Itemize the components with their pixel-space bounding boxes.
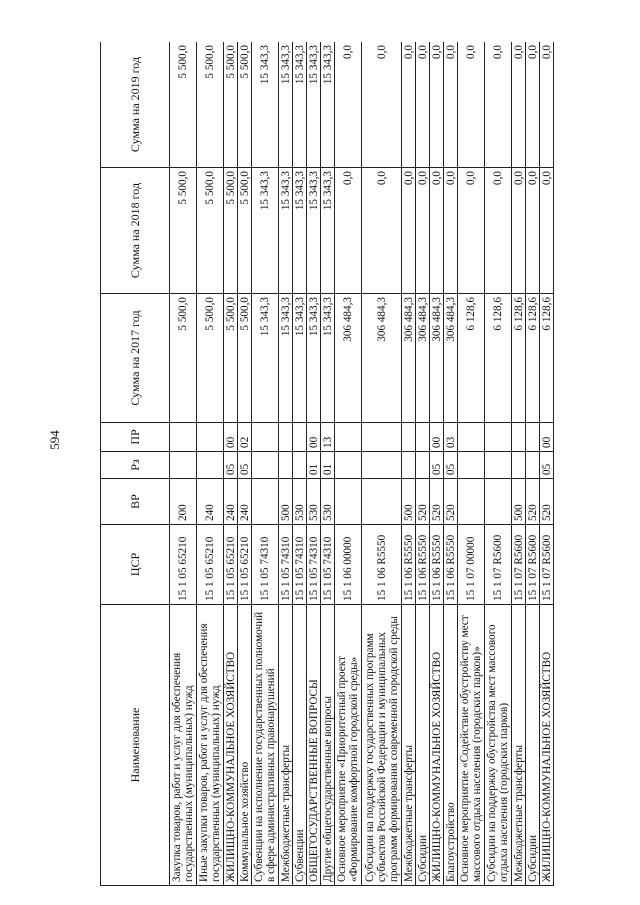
cell-sum-2017: 5 500,0 (197, 294, 224, 423)
cell-vr: 530 (321, 479, 335, 525)
cell-vr: 240 (224, 479, 238, 525)
cell-pr (197, 423, 224, 452)
table-row (252, 42, 279, 886)
cell-sum-2019: 0,0 (416, 42, 430, 168)
budget-table-frame (100, 42, 600, 886)
cell-csr: 15 1 05 74310 (321, 525, 335, 605)
cell-name: Благоустройство (444, 605, 458, 886)
cell-sum-2018: 0,0 (458, 168, 485, 294)
cell-csr: 15 1 06 00000 (335, 525, 362, 605)
cell-pr (485, 423, 512, 452)
cell-sum-2018: 0,0 (416, 168, 430, 294)
cell-vr: 240 (197, 479, 224, 525)
cell-sum-2017: 6 128,6 (485, 294, 512, 423)
table-row (458, 42, 485, 886)
cell-sum-2018: 15 343,3 (279, 168, 293, 294)
cell-vr: 240 (238, 479, 252, 525)
table-row (362, 42, 402, 886)
header-sum-2019: Сумма на 2019 год (101, 42, 170, 168)
cell-rz (526, 452, 540, 479)
cell-name: Основное мероприятие «Содействие обустройству мест массового отдыха населения (городских парков)» (458, 605, 485, 886)
cell-sum-2019: 15 343,3 (307, 42, 321, 168)
cell-vr: 500 (402, 479, 416, 525)
cell-sum-2019: 5 500,0 (197, 42, 224, 168)
cell-csr: 15 1 05 65210 (238, 525, 252, 605)
cell-sum-2019: 5 500,0 (170, 42, 197, 168)
cell-sum-2019: 15 343,3 (321, 42, 335, 168)
table-row (170, 42, 197, 886)
cell-sum-2017: 6 128,6 (540, 294, 554, 423)
table-row (526, 42, 540, 886)
cell-pr (279, 423, 293, 452)
cell-sum-2017: 306 484,3 (402, 294, 416, 423)
cell-sum-2019: 0,0 (540, 42, 554, 168)
cell-vr: 530 (307, 479, 321, 525)
cell-csr: 15 1 07 R5600 (540, 525, 554, 605)
cell-sum-2018: 5 500,0 (224, 168, 238, 294)
cell-vr: 500 (512, 479, 526, 525)
cell-vr: 520 (526, 479, 540, 525)
cell-sum-2019: 0,0 (485, 42, 512, 168)
cell-name: Основное мероприятие «Приоритетный проект «Формирование комфортной городской среды» (335, 605, 362, 886)
cell-rz (197, 452, 224, 479)
cell-vr: 520 (416, 479, 430, 525)
header-pr: ПР (101, 423, 170, 452)
table-row (512, 42, 526, 886)
cell-csr: 15 1 07 00000 (458, 525, 485, 605)
cell-sum-2019: 15 343,3 (252, 42, 279, 168)
cell-sum-2018: 0,0 (540, 168, 554, 294)
cell-name: Субвенции (293, 605, 307, 886)
table-row (416, 42, 430, 886)
budget-table-rotated (100, 42, 600, 886)
cell-rz: 05 (238, 452, 252, 479)
cell-csr: 15 1 06 R5550 (416, 525, 430, 605)
table-row (335, 42, 362, 886)
cell-rz: 05 (430, 452, 444, 479)
cell-pr: 00 (307, 423, 321, 452)
cell-sum-2019: 5 500,0 (224, 42, 238, 168)
table-row (540, 42, 554, 886)
cell-sum-2017: 6 128,6 (512, 294, 526, 423)
cell-name: Субвенции на исполнение государственных полномочий в сфере административных правонарушений (252, 605, 279, 886)
cell-pr (170, 423, 197, 452)
cell-rz (293, 452, 307, 479)
cell-vr (485, 479, 512, 525)
cell-sum-2019: 15 343,3 (279, 42, 293, 168)
cell-sum-2017: 6 128,6 (526, 294, 540, 423)
cell-sum-2018: 0,0 (430, 168, 444, 294)
cell-sum-2018: 0,0 (402, 168, 416, 294)
cell-rz (485, 452, 512, 479)
cell-csr: 15 1 06 R5550 (444, 525, 458, 605)
cell-vr: 520 (540, 479, 554, 525)
cell-vr: 520 (430, 479, 444, 525)
cell-sum-2018: 15 343,3 (293, 168, 307, 294)
cell-name: ЖИЛИЩНО-КОММУНАЛЬНОЕ ХОЗЯЙСТВО (224, 605, 238, 886)
cell-name: ЖИЛИЩНО-КОММУНАЛЬНОЕ ХОЗЯЙСТВО (430, 605, 444, 886)
cell-csr: 15 1 05 65210 (197, 525, 224, 605)
cell-name: Коммунальное хозяйство (238, 605, 252, 886)
table-row (293, 42, 307, 886)
cell-pr: 00 (224, 423, 238, 452)
cell-rz: 01 (321, 452, 335, 479)
cell-sum-2018: 0,0 (512, 168, 526, 294)
cell-rz (335, 452, 362, 479)
cell-csr: 15 1 05 65210 (170, 525, 197, 605)
cell-sum-2018: 5 500,0 (170, 168, 197, 294)
cell-pr (458, 423, 485, 452)
cell-pr (402, 423, 416, 452)
cell-sum-2017: 15 343,3 (293, 294, 307, 423)
cell-pr (362, 423, 402, 452)
cell-sum-2019: 0,0 (444, 42, 458, 168)
cell-rz (402, 452, 416, 479)
cell-csr: 15 1 07 R5600 (485, 525, 512, 605)
table-row (402, 42, 416, 886)
cell-sum-2017: 306 484,3 (335, 294, 362, 423)
cell-rz (416, 452, 430, 479)
cell-rz: 05 (540, 452, 554, 479)
cell-pr (293, 423, 307, 452)
cell-name: Межбюджетные трансферты (512, 605, 526, 886)
cell-csr: 15 1 05 65210 (224, 525, 238, 605)
cell-name: Межбюджетные трансферты (402, 605, 416, 886)
cell-csr: 15 1 06 R5550 (430, 525, 444, 605)
cell-vr (362, 479, 402, 525)
cell-sum-2017: 306 484,3 (416, 294, 430, 423)
cell-vr: 500 (279, 479, 293, 525)
cell-sum-2018: 5 500,0 (238, 168, 252, 294)
table-row (279, 42, 293, 886)
cell-name: Закупка товаров, работ и услуг для обеспечения государственных (муниципальных) нужд (170, 605, 197, 886)
cell-sum-2017: 15 343,3 (321, 294, 335, 423)
cell-sum-2018: 0,0 (485, 168, 512, 294)
table-row (224, 42, 238, 886)
table-header-row (101, 42, 170, 886)
cell-name: Иные закупки товаров, работ и услуг для обеспечения государственных (муниципальных) нужд (197, 605, 224, 886)
cell-rz (512, 452, 526, 479)
header-sum-2017: Сумма на 2017 год (101, 294, 170, 423)
cell-pr: 13 (321, 423, 335, 452)
cell-name: ЖИЛИЩНО-КОММУНАЛЬНОЕ ХОЗЯЙСТВО (540, 605, 554, 886)
cell-sum-2019: 0,0 (512, 42, 526, 168)
cell-pr: 03 (444, 423, 458, 452)
cell-name: Субсидии на поддержку государственных программ субъектов Российской Федерации и муниципальных программ формирования современной городской среды (362, 605, 402, 886)
header-vr: ВР (101, 479, 170, 525)
cell-sum-2017: 5 500,0 (170, 294, 197, 423)
cell-sum-2017: 6 128,6 (458, 294, 485, 423)
cell-sum-2019: 0,0 (362, 42, 402, 168)
cell-name: Субсидии на поддержку обустройства мест массового отдыха населения (городских парков) (485, 605, 512, 886)
cell-csr: 15 1 05 74310 (307, 525, 321, 605)
cell-pr: 02 (238, 423, 252, 452)
table-row (197, 42, 224, 886)
cell-rz: 05 (224, 452, 238, 479)
cell-vr: 520 (444, 479, 458, 525)
page-number: 594 (47, 430, 62, 450)
cell-sum-2017: 306 484,3 (430, 294, 444, 423)
table-row (238, 42, 252, 886)
cell-sum-2017: 15 343,3 (279, 294, 293, 423)
cell-sum-2019: 0,0 (402, 42, 416, 168)
cell-sum-2019: 0,0 (430, 42, 444, 168)
cell-csr: 15 1 05 74310 (279, 525, 293, 605)
cell-name: ОБЩЕГОСУДАРСТВЕННЫЕ ВОПРОСЫ (307, 605, 321, 886)
cell-name: Субсидии (526, 605, 540, 886)
cell-sum-2018: 0,0 (362, 168, 402, 294)
cell-pr (526, 423, 540, 452)
cell-name: Субсидии (416, 605, 430, 886)
cell-name: Межбюджетные трансферты (279, 605, 293, 886)
cell-sum-2017: 306 484,3 (444, 294, 458, 423)
cell-sum-2019: 15 343,3 (293, 42, 307, 168)
cell-pr (335, 423, 362, 452)
cell-csr: 15 1 05 74310 (252, 525, 279, 605)
cell-sum-2017: 15 343,3 (307, 294, 321, 423)
cell-sum-2018: 0,0 (335, 168, 362, 294)
cell-vr (458, 479, 485, 525)
cell-pr: 00 (430, 423, 444, 452)
cell-sum-2018: 15 343,3 (252, 168, 279, 294)
budget-table (100, 42, 554, 886)
table-row (485, 42, 512, 886)
cell-csr: 15 1 06 R5550 (362, 525, 402, 605)
cell-sum-2019: 5 500,0 (238, 42, 252, 168)
cell-sum-2019: 0,0 (458, 42, 485, 168)
cell-sum-2018: 0,0 (526, 168, 540, 294)
cell-vr: 200 (170, 479, 197, 525)
cell-pr (416, 423, 430, 452)
header-sum-2018: Сумма на 2018 год (101, 168, 170, 294)
cell-vr: 530 (293, 479, 307, 525)
cell-rz (170, 452, 197, 479)
cell-rz (252, 452, 279, 479)
header-name: Наименование (101, 605, 170, 886)
table-row (307, 42, 321, 886)
cell-sum-2017: 15 343,3 (252, 294, 279, 423)
cell-sum-2018: 0,0 (444, 168, 458, 294)
cell-rz (362, 452, 402, 479)
cell-sum-2019: 0,0 (526, 42, 540, 168)
cell-pr (252, 423, 279, 452)
cell-sum-2017: 5 500,0 (224, 294, 238, 423)
header-rz: Рз (101, 452, 170, 479)
cell-sum-2017: 306 484,3 (362, 294, 402, 423)
cell-csr: 15 1 07 R5600 (526, 525, 540, 605)
header-csr: ЦСР (101, 525, 170, 605)
cell-sum-2019: 0,0 (335, 42, 362, 168)
cell-rz: 01 (307, 452, 321, 479)
cell-rz (458, 452, 485, 479)
cell-sum-2018: 5 500,0 (197, 168, 224, 294)
table-row (444, 42, 458, 886)
cell-rz: 05 (444, 452, 458, 479)
cell-vr (335, 479, 362, 525)
table-row (430, 42, 444, 886)
table-row (321, 42, 335, 886)
cell-rz (279, 452, 293, 479)
cell-csr: 15 1 05 74310 (293, 525, 307, 605)
cell-vr (252, 479, 279, 525)
cell-name: Другие общегосударственные вопросы (321, 605, 335, 886)
cell-csr: 15 1 06 R5550 (402, 525, 416, 605)
cell-csr: 15 1 07 R5600 (512, 525, 526, 605)
cell-sum-2017: 5 500,0 (238, 294, 252, 423)
cell-sum-2018: 15 343,3 (307, 168, 321, 294)
cell-sum-2018: 15 343,3 (321, 168, 335, 294)
cell-pr: 00 (540, 423, 554, 452)
cell-pr (512, 423, 526, 452)
